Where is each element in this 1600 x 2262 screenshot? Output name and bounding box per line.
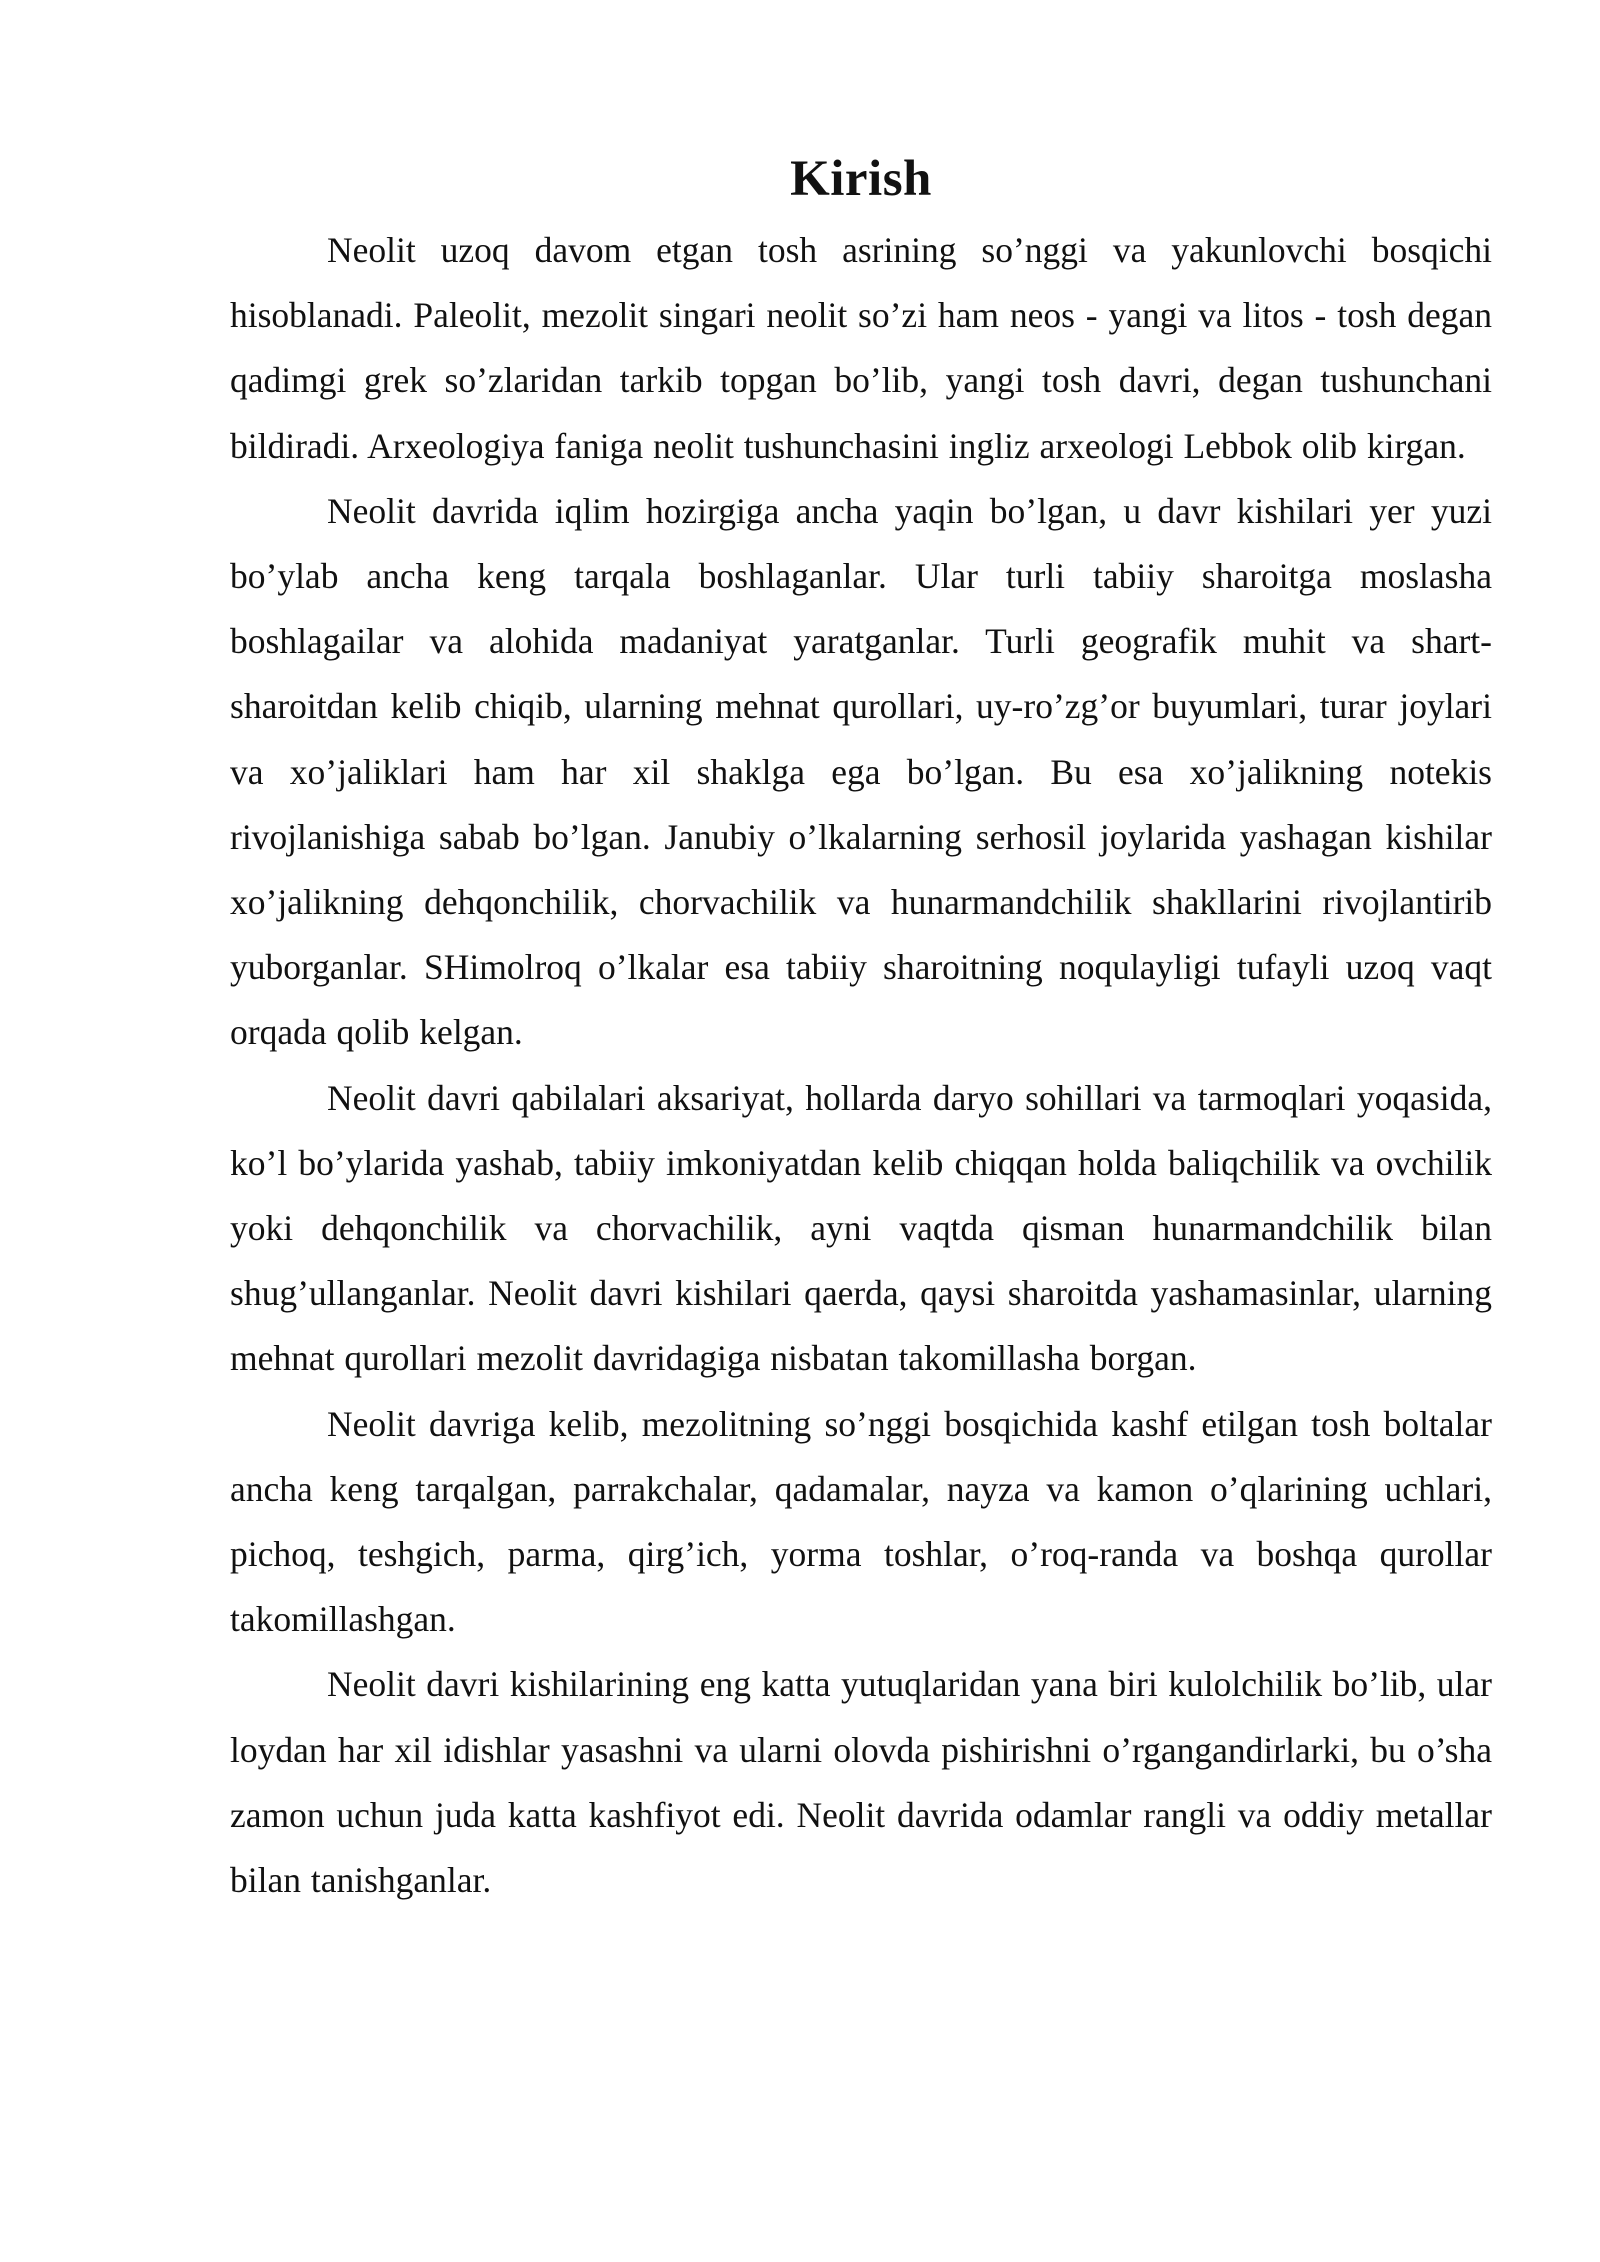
paragraph-3: Neolit davri qabilalari aksariyat, hollarda daryo sohillari va tarmoqlari yoqasida, ko’l bo’ylarida yashab, tabiiy imkoniyatdan kelib chiqqan holda baliqchilik va ovchilik yoki dehqonchilik va chorvachilik, ayni vaqtda qisman hunarmandchilik bilan shug’ullanganlar. Neolit davri kishilari qaerda, qaysi sharoitda yashamasinlar, ularning mehnat qurollari mezolit davridagiga nisbatan takomillasha borgan. — [230, 1077, 1492, 1379]
paragraph-1: Neolit uzoq davom etgan tosh asrining so’nggi va yakunlovchi bosqichi hisoblanadi. Paleolit, mezolit singari neolit so’zi ham neos - yangi va litos - tosh degan qadimgi grek so’zlaridan tarkib topgan bo’lib, yangi tosh davri, degan tushunchani bildiradi. Arxeologiya faniga neolit tushunchasini ingliz arxeologi Lebbok olib kirgan. — [230, 230, 1492, 466]
paragraph-2: Neolit davrida iqlim hozirgiga ancha yaqin bo’lgan, u davr kishilari yer yuzi bo’ylab ancha keng tarqala boshlaganlar. Ular turli tabiiy sharoitga moslasha boshlagailar va alohida madaniyat yaratganlar. Turli geografik muhit va shart-sharoitdan kelib chiqib, ularning mehnat qurollari, uy-ro’zg’or buyumlari, turar joylari va xo’jaliklari ham har xil shaklga ega bo’lgan. Bu esa xo’jalikning notekis rivojlanishiga sabab bo’lgan. Janubiy o’lkalarning serhosil joylarida yashagan kishilar xo’jalikning dehqonchilik, chorvachilik va hunarmandchilik shakllarini rivojlantirib yuborganlar. SHimolroq o’lkalar esa tabiiy sharoitning noqulayligi tufayli uzoq vaqt orqada qolib kelgan. — [230, 490, 1492, 1053]
page-title: Kirish — [790, 151, 932, 207]
paragraph-4: Neolit davriga kelib, mezolitning so’nggi bosqichida kashf etilgan tosh boltalar ancha keng tarqalgan, parrakchalar, qadamalar, nayza va kamon o’qlarining uchlari, pichoq, teshgich, parma, qirg’ich, yorma toshlar, o’roq-randa va boshqa qurollar takomillashgan. — [230, 1403, 1492, 1640]
paragraph-5: Neolit davri kishilarining eng katta yutuqlaridan yana biri kulolchilik bo’lib, ular loydan har xil idishlar yasashni va ularni olovda pishirishni o’rgangandirlarki, bu o’sha zamon uchun juda katta kashfiyot edi. Neolit davrida odamlar rangli va oddiy metallar bilan tanishganlar. — [230, 1664, 1492, 1901]
document-body — [230, 148, 1492, 1913]
